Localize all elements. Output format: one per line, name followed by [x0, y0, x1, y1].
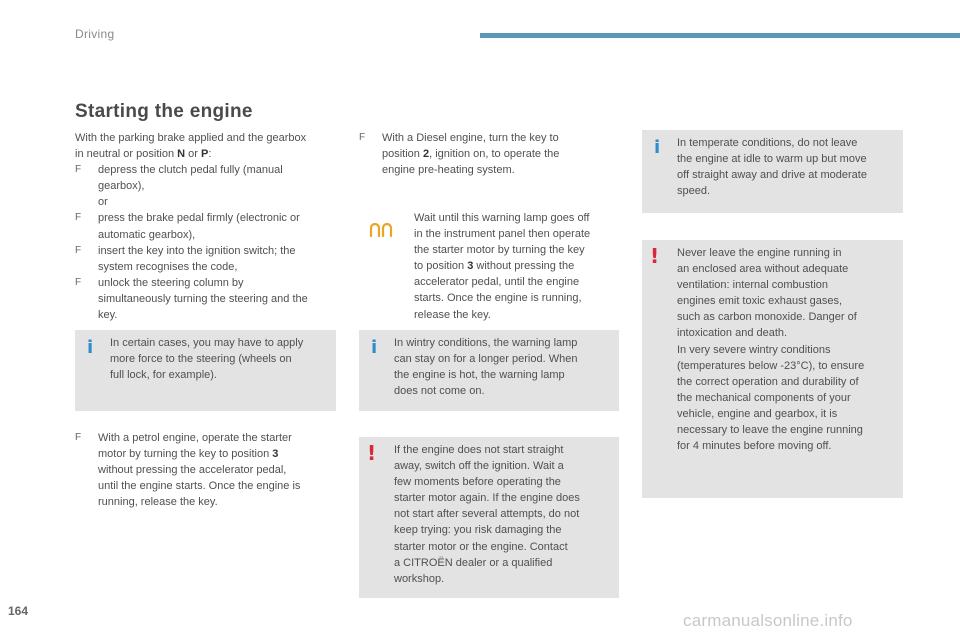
warning-line: a CITROËN dealer or a qualified [394, 556, 553, 569]
info-line: does not come on. [394, 385, 485, 398]
lamp-text-part: without pressing the [473, 260, 575, 273]
info-line: the engine at idle to warm up but move [677, 153, 867, 166]
diesel-text-part: position [382, 148, 423, 161]
intro-text [75, 130, 345, 162]
lamp-line [414, 258, 624, 274]
petrol-line: until the engine starts. Once the engine is [98, 480, 301, 493]
gear-n: N [177, 148, 186, 161]
warning-icon: ! [367, 441, 377, 465]
warning-line: In very severe wintry conditions [677, 343, 831, 356]
warning-line: starter motor or the engine. Contact [394, 540, 568, 553]
page-title: Starting the engine [75, 101, 253, 122]
warning-line: starter motor again. If the engine does [394, 492, 580, 505]
info-line: speed. [677, 185, 711, 198]
info-box-steering [75, 330, 336, 411]
petrol-text-part: motor by turning the key to position [98, 448, 273, 461]
info-line: In certain cases, you may have to apply [110, 337, 304, 349]
warning-text [394, 442, 616, 587]
preheating-lamp-icon [367, 222, 395, 238]
warning-line: vehicle, engine and gearbox, it is [677, 407, 838, 420]
lamp-line: starts. Once the engine is running, [414, 292, 582, 305]
lamp-line: the starter motor by turning the key [414, 244, 585, 257]
warning-line: necessary to leave the engine running [677, 424, 863, 437]
bullet-line: insert the key into the ignition switch; the [98, 244, 296, 257]
info-icon: i [87, 337, 94, 358]
info-line: full lock, for example). [110, 369, 217, 382]
lamp-line: Wait until this warning lamp goes off [414, 212, 590, 224]
intro-text-part: in neutral or position [75, 148, 178, 161]
column-1-instructions [75, 130, 345, 323]
diesel-text-part: , ignition on, to operate the [429, 148, 560, 161]
bullet-mark: F [75, 244, 82, 256]
bullet-line: depress the clutch pedal fully (manual [98, 164, 283, 177]
warning-line: few moments before operating the [394, 476, 561, 489]
info-line: In temperate conditions, do not leave [677, 137, 858, 149]
info-text [110, 335, 335, 383]
warning-line: intoxication and death. [677, 327, 788, 340]
position-3: 3 [467, 260, 474, 273]
info-line: the engine is hot, the warning lamp [394, 369, 565, 382]
intro-text-part: : [208, 148, 212, 161]
lamp-instructions [414, 210, 624, 323]
diesel-line: engine pre-heating system. [382, 164, 515, 177]
page-number: 164 [8, 604, 29, 618]
bullet-mark: F [75, 164, 82, 176]
warning-line: (temperatures below -23°C), to ensure [677, 359, 865, 372]
bullet-line: system recognises the code, [98, 260, 238, 273]
info-box-temperate [642, 130, 903, 213]
bullet-steering [75, 275, 345, 323]
warning-line: the mechanical components of your [677, 391, 851, 404]
petrol-instructions [75, 430, 345, 510]
warning-line: away, switch off the ignition. Wait a [394, 460, 564, 473]
info-text [677, 135, 901, 199]
bullet-mark: F [359, 132, 366, 143]
petrol-line: With a petrol engine, operate the starter [98, 432, 292, 444]
lamp-line: accelerator pedal, until the engine [414, 276, 580, 289]
warning-box-ventilation [642, 240, 903, 498]
petrol-line [98, 446, 345, 462]
diesel-instructions [359, 130, 619, 178]
warning-line: If the engine does not start straight [394, 444, 564, 456]
bullet-clutch [75, 162, 345, 194]
bullet-line: automatic gearbox), [98, 228, 196, 241]
bullet-brake [75, 210, 345, 242]
warning-line: for 4 minutes before moving off. [677, 440, 832, 453]
info-line: off straight away and drive at moderate [677, 169, 867, 182]
info-line: In wintry conditions, the warning lamp [394, 337, 578, 349]
warning-text [677, 245, 901, 454]
warning-line: engines emit toxic exhaust gases, [677, 295, 843, 308]
info-icon: i [654, 137, 661, 158]
petrol-line: without pressing the accelerator pedal, [98, 464, 287, 477]
info-line: can stay on for a longer period. When [394, 353, 578, 366]
position-3: 3 [272, 448, 279, 461]
lamp-line: in the instrument panel then operate [414, 228, 591, 241]
bullet-mark: F [75, 432, 82, 443]
bullet-diesel [359, 130, 619, 178]
lamp-line: release the key. [414, 308, 491, 321]
warning-line: Never leave the engine running in [677, 247, 842, 259]
petrol-line: running, release the key. [98, 496, 218, 509]
bullet-mark: F [75, 212, 82, 224]
bullet-mark: F [75, 276, 82, 288]
info-text [394, 335, 616, 399]
diesel-line [382, 146, 619, 162]
bullet-petrol [75, 430, 345, 510]
warning-box-engine-start [359, 437, 619, 598]
intro-text-part: or [185, 148, 201, 161]
warning-line: such as carbon monoxide. Danger of [677, 311, 857, 324]
bullet-line: unlock the steering column by [98, 276, 244, 289]
lamp-text-part: to position [414, 260, 468, 273]
info-icon: i [371, 337, 378, 358]
bullet-line: key. [98, 309, 118, 322]
bullet-line: gearbox), [98, 180, 145, 193]
diesel-line: With a Diesel engine, turn the key to [382, 132, 559, 144]
warning-line: keep trying: you risk damaging the [394, 524, 562, 537]
warning-line: workshop. [394, 572, 445, 585]
warning-line: an enclosed area without adequate [677, 263, 849, 276]
intro-line: With the parking brake applied and the gearbox [75, 132, 307, 144]
watermark: carmanualsonline.info [683, 611, 853, 630]
bullet-key [75, 243, 345, 275]
info-box-wintry [359, 330, 619, 411]
position-2: 2 [422, 148, 430, 161]
or-text: or [98, 196, 108, 209]
warning-line: ventilation: internal combustion [677, 279, 829, 292]
warning-line: not start after several attempts, do not [394, 508, 580, 521]
header-bar [480, 33, 960, 38]
section-label: Driving [75, 27, 115, 41]
warning-line: the correct operation and durability of [677, 375, 859, 388]
intro-line [75, 146, 345, 162]
info-line: more force to the steering (wheels on [110, 353, 292, 366]
warning-icon: ! [650, 244, 660, 268]
bullet-line: press the brake pedal firmly (electronic or [98, 212, 300, 225]
bullet-line: simultaneously turning the steering and the [98, 292, 308, 305]
gear-p: P [200, 148, 209, 161]
